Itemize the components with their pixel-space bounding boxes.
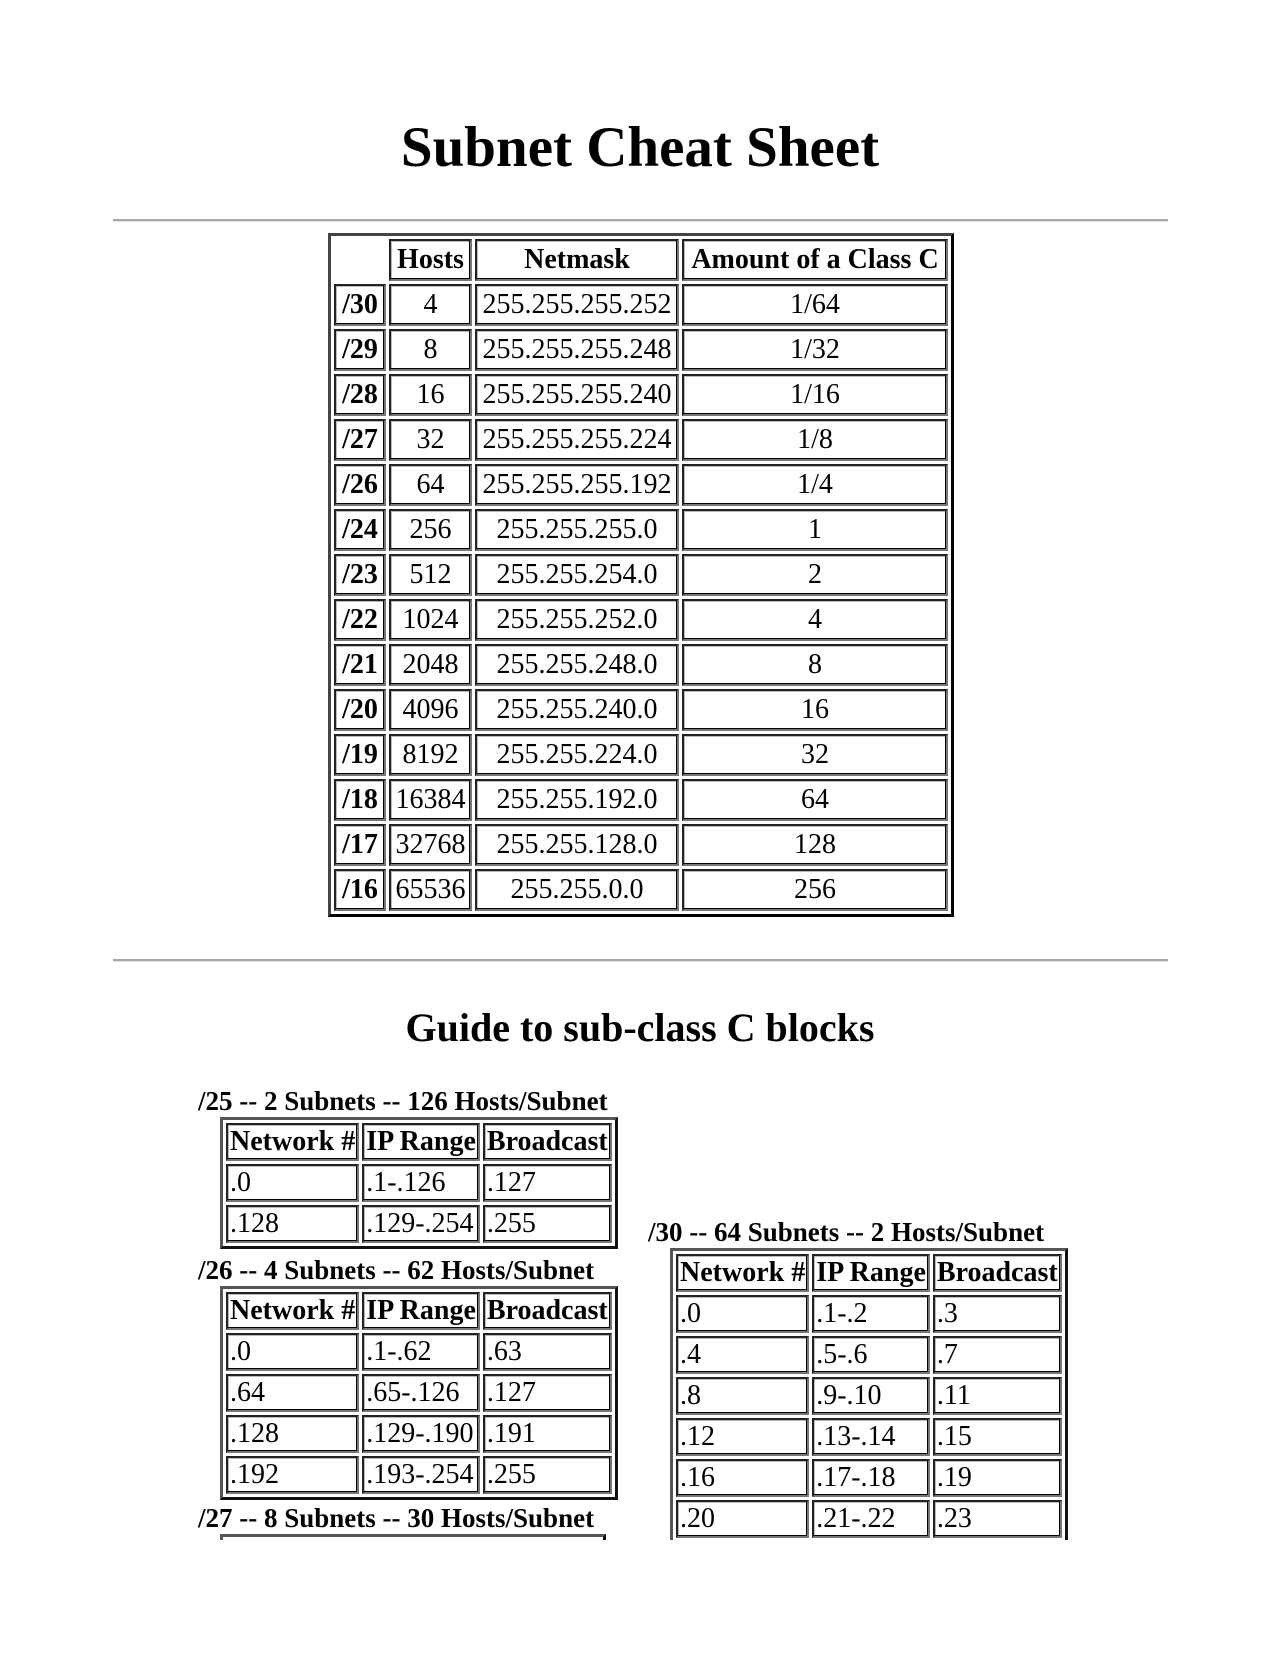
prefix-cell: /17 — [334, 824, 386, 866]
network-header: Network # — [676, 1254, 809, 1292]
ip-range-cell: .1-.62 — [362, 1333, 480, 1371]
netmask-cell: 255.255.252.0 — [475, 599, 679, 641]
table-row — [334, 419, 948, 461]
netmask-cell: 255.255.248.0 — [475, 644, 679, 686]
broadcast-cell: .255 — [483, 1456, 612, 1494]
block-table — [220, 1286, 618, 1500]
broadcast-cell: .255 — [483, 1205, 612, 1243]
prefix-cell: /22 — [334, 599, 386, 641]
ip-range-header: IP Range — [362, 1292, 480, 1330]
table-row — [676, 1295, 1062, 1333]
block-caption: /27 -- 8 Subnets -- 30 Hosts/Subnet — [198, 1503, 595, 1533]
ip-range-cell: .5-.6 — [812, 1336, 930, 1374]
network-cell: .20 — [676, 1500, 809, 1538]
amount-cell: 1/16 — [682, 374, 948, 416]
amount-cell: 1/8 — [682, 419, 948, 461]
table-row — [226, 1374, 612, 1412]
network-cell: .64 — [226, 1374, 359, 1412]
table-row — [676, 1377, 1062, 1415]
prefix-cell: /26 — [334, 464, 386, 506]
hosts-cell: 512 — [389, 554, 472, 596]
table-row — [226, 1415, 612, 1453]
block-caption: /25 -- 2 Subnets -- 126 Hosts/Subnet — [198, 1086, 608, 1116]
prefix-cell: /20 — [334, 689, 386, 731]
amount-cell: 2 — [682, 554, 948, 596]
block-table — [670, 1248, 1068, 1544]
table-row — [334, 734, 948, 776]
block-table — [220, 1117, 618, 1249]
broadcast-cell: .127 — [483, 1164, 612, 1202]
ip-range-cell: .13-.14 — [812, 1418, 930, 1456]
network-header: Network # — [226, 1123, 359, 1161]
table-header-row — [226, 1123, 612, 1161]
page-bottom-whitespace — [0, 1540, 1280, 1656]
prefix-cell: /18 — [334, 779, 386, 821]
hosts-cell: 32768 — [389, 824, 472, 866]
hosts-cell: 8 — [389, 329, 472, 371]
subnet-summary-table — [328, 233, 954, 917]
hosts-header: Hosts — [389, 239, 472, 281]
prefix-cell: /29 — [334, 329, 386, 371]
prefix-cell: /19 — [334, 734, 386, 776]
amount-cell: 256 — [682, 869, 948, 911]
table-row — [334, 689, 948, 731]
netmask-cell: 255.255.255.0 — [475, 509, 679, 551]
amount-cell: 4 — [682, 599, 948, 641]
netmask-cell: 255.255.192.0 — [475, 779, 679, 821]
table-row — [334, 284, 948, 326]
table-row — [676, 1500, 1062, 1538]
horizontal-rule — [113, 219, 1168, 222]
section-title: Guide to sub-class C blocks — [405, 1005, 875, 1050]
broadcast-cell: .15 — [933, 1418, 1062, 1456]
ip-range-cell: .1-.126 — [362, 1164, 480, 1202]
broadcast-header: Broadcast — [483, 1123, 612, 1161]
table-row — [334, 644, 948, 686]
prefix-cell: /28 — [334, 374, 386, 416]
ip-range-cell: .21-.22 — [812, 1500, 930, 1538]
netmask-cell: 255.255.240.0 — [475, 689, 679, 731]
network-cell: .192 — [226, 1456, 359, 1494]
prefix-cell: /16 — [334, 869, 386, 911]
netmask-cell: 255.255.224.0 — [475, 734, 679, 776]
network-header: Network # — [226, 1292, 359, 1330]
table-row — [676, 1418, 1062, 1456]
network-cell: .128 — [226, 1415, 359, 1453]
network-cell: .16 — [676, 1459, 809, 1497]
ip-range-cell: .9-.10 — [812, 1377, 930, 1415]
table-header-row — [334, 239, 948, 281]
netmask-cell: 255.255.255.224 — [475, 419, 679, 461]
netmask-cell: 255.255.0.0 — [475, 869, 679, 911]
broadcast-cell: .3 — [933, 1295, 1062, 1333]
prefix-cell: /27 — [334, 419, 386, 461]
netmask-cell: 255.255.254.0 — [475, 554, 679, 596]
ip-range-header: IP Range — [362, 1123, 480, 1161]
amount-cell: 1/4 — [682, 464, 948, 506]
prefix-cell: /30 — [334, 284, 386, 326]
ip-range-cell: .17-.18 — [812, 1459, 930, 1497]
ip-range-cell: .129-.190 — [362, 1415, 480, 1453]
hosts-cell: 2048 — [389, 644, 472, 686]
ip-range-cell: .65-.126 — [362, 1374, 480, 1412]
prefix-cell: /24 — [334, 509, 386, 551]
amount-cell: 32 — [682, 734, 948, 776]
block-30 — [648, 1216, 1068, 1544]
block-caption: /26 -- 4 Subnets -- 62 Hosts/Subnet — [198, 1255, 595, 1285]
prefix-cell: /21 — [334, 644, 386, 686]
network-cell: .0 — [226, 1164, 359, 1202]
amount-cell: 1/32 — [682, 329, 948, 371]
ip-range-cell: .1-.2 — [812, 1295, 930, 1333]
table-row — [226, 1456, 612, 1494]
broadcast-cell: .23 — [933, 1500, 1062, 1538]
table-row — [226, 1164, 612, 1202]
broadcast-header: Broadcast — [933, 1254, 1062, 1292]
hosts-cell: 16 — [389, 374, 472, 416]
table-row — [676, 1459, 1062, 1497]
broadcast-cell: .7 — [933, 1336, 1062, 1374]
broadcast-cell: .191 — [483, 1415, 612, 1453]
ip-range-cell: .193-.254 — [362, 1456, 480, 1494]
network-cell: .128 — [226, 1205, 359, 1243]
table-row — [334, 329, 948, 371]
table-row — [226, 1333, 612, 1371]
prefix-cell: /23 — [334, 554, 386, 596]
block-caption: /30 -- 64 Subnets -- 2 Hosts/Subnet — [648, 1217, 1045, 1247]
horizontal-rule — [113, 959, 1168, 962]
hosts-cell: 16384 — [389, 779, 472, 821]
table-row — [334, 599, 948, 641]
hosts-cell: 1024 — [389, 599, 472, 641]
netmask-cell: 255.255.128.0 — [475, 824, 679, 866]
hosts-cell: 32 — [389, 419, 472, 461]
netmask-cell: 255.255.255.248 — [475, 329, 679, 371]
table-row — [334, 374, 948, 416]
table-row — [676, 1336, 1062, 1374]
netmask-cell: 255.255.255.252 — [475, 284, 679, 326]
broadcast-cell: .127 — [483, 1374, 612, 1412]
table-header-row — [226, 1292, 612, 1330]
network-cell: .0 — [226, 1333, 359, 1371]
amount-cell: 1/64 — [682, 284, 948, 326]
page-title: Subnet Cheat Sheet — [400, 116, 880, 179]
table-row — [334, 824, 948, 866]
table-row — [226, 1205, 612, 1243]
network-cell: .12 — [676, 1418, 809, 1456]
broadcast-cell: .11 — [933, 1377, 1062, 1415]
ip-range-header: IP Range — [812, 1254, 930, 1292]
network-cell: .4 — [676, 1336, 809, 1374]
amount-cell: 64 — [682, 779, 948, 821]
amount-cell: 16 — [682, 689, 948, 731]
netmask-header: Netmask — [475, 239, 679, 281]
hosts-cell: 256 — [389, 509, 472, 551]
table-row — [334, 464, 948, 506]
hosts-cell: 8192 — [389, 734, 472, 776]
amount-header: Amount of a Class C — [682, 239, 948, 281]
ip-range-cell: .129-.254 — [362, 1205, 480, 1243]
netmask-cell: 255.255.255.192 — [475, 464, 679, 506]
table-row — [334, 869, 948, 911]
broadcast-header: Broadcast — [483, 1292, 612, 1330]
table-row — [334, 554, 948, 596]
amount-cell: 1 — [682, 509, 948, 551]
network-cell: .8 — [676, 1377, 809, 1415]
corner-header-cell — [334, 239, 386, 281]
hosts-cell: 4096 — [389, 689, 472, 731]
amount-cell: 128 — [682, 824, 948, 866]
table-header-row — [676, 1254, 1062, 1292]
hosts-cell: 4 — [389, 284, 472, 326]
hosts-cell: 64 — [389, 464, 472, 506]
block-25 — [198, 1085, 618, 1249]
block-26 — [198, 1254, 618, 1500]
amount-cell: 8 — [682, 644, 948, 686]
table-row — [334, 509, 948, 551]
netmask-cell: 255.255.255.240 — [475, 374, 679, 416]
network-cell: .0 — [676, 1295, 809, 1333]
table-row — [334, 779, 948, 821]
hosts-cell: 65536 — [389, 869, 472, 911]
broadcast-cell: .63 — [483, 1333, 612, 1371]
broadcast-cell: .19 — [933, 1459, 1062, 1497]
